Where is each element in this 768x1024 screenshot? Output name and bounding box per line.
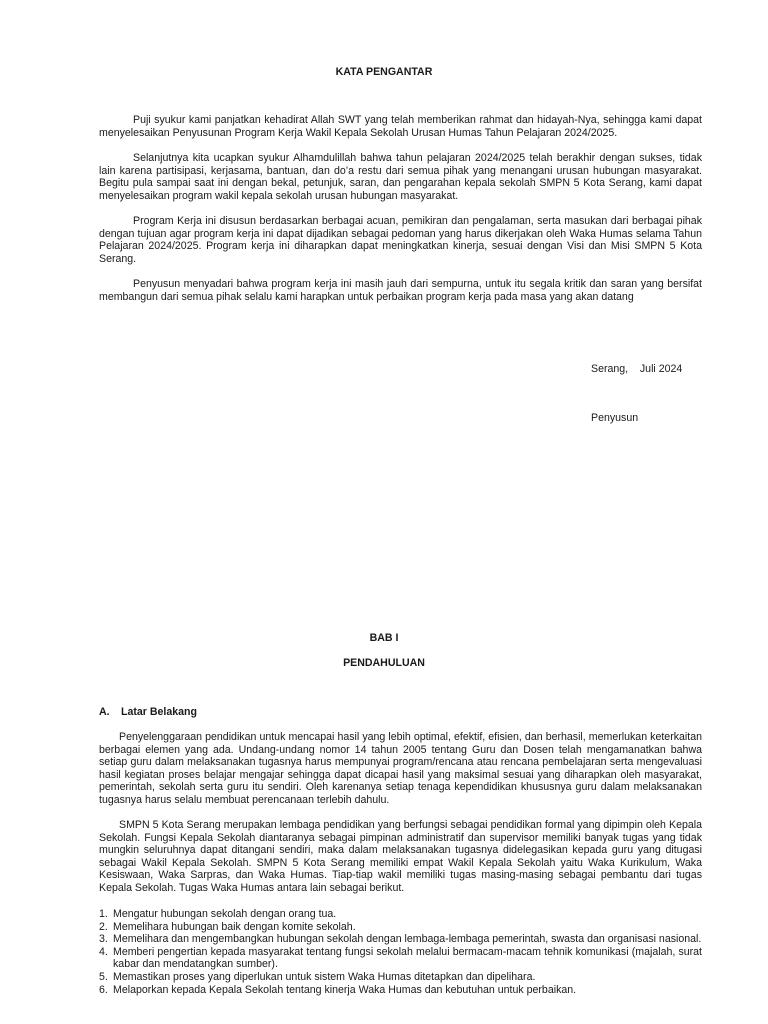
- place-date: Serang, Juli 2024: [591, 363, 683, 375]
- chapter-title: PENDAHULUAN: [343, 657, 425, 669]
- chapter-number: BAB I: [369, 632, 399, 644]
- list-item: 4. Memberi pengertian kepada masyarakat tentang fungsi sekolah melalui bermacam-macam tehnik komunikasi (majalah, surat kabar dan mendatangkan sumber).: [99, 945, 702, 971]
- foreword-paragraph-3: Program Kerja ini disusun berdasarkan berbagai acuan, pemikiran dan pengalaman, serta masukan dari berbagai pihak dengan tujuan agar program kerja ini dapat dijadikan sebagai pedoman yang harus dikerjakan oleh Waka Humas selama Tahun Pelajaran 2024/2025. Program kerja ini diharapkan dapat meningkatkan kinerja, sesuai dengan Visi dan Misi SMPN 5 Kota Serang.: [99, 215, 702, 265]
- background-paragraph-2: SMPN 5 Kota Serang merupakan lembaga pendidikan yang berfungsi sebagai pendidikan formal yang dipimpin oleh Kepala Sekolah. Fungsi Kepala Sekolah diantaranya sebagai pimpinan administratif dan supervisor memiliki banyak tugas yang tidak mungkin seluruhnya dapat ditangani sendiri, maka dalam melaksanakan tugasnya didelegasikan kepada guru yang ditugasi sebagai Wakil Kepala Sekolah. SMPN 5 Kota Serang memiliki empat Wakil Kepala Sekolah yaitu Waka Kurikulum, Waka Kesiswaan, Waka Sarpras, dan Waka Humas. Tiap-tiap wakil memiliki tugas masing-masing sebagai pembantu dari tugas Kepala Sekolah. Tugas Waka Humas antara lain sebagai berikut.: [99, 819, 702, 894]
- background-paragraph-1: Penyelenggaraan pendidikan untuk mencapai hasil yang lebih optimal, efektif, efisien, dan berhasil, memerlukan keterkaitan berbagai elemen yang ada. Undang-undang nomor 14 tahun 2005 tentang Guru dan Dosen telah mengamanatkan bahwa setiap guru dalam melaksanakan tugasnya harus mempunyai program/rencana atau rencana pembelajaran serta mengevaluasi hasil kegiatan proses belajar mengajar sehingga dapat dicapai hasil yang maksimal sesuai yang diharapkan oleh masyarakat, pemerintah, sekolah serta guru itu sendiri. Oleh karenanya setiap tenaga kependidikan khususnya guru dalam melaksanakan tugasnya harus selalu membuat perencanaan terlebih dahulu.: [99, 731, 702, 806]
- section-title: Latar Belakang: [121, 706, 197, 718]
- list-item: 5. Memastikan proses yang diperlukan untuk sistem Waka Humas ditetapkan dan dipelihara.: [99, 970, 536, 983]
- section-heading: [99, 706, 197, 719]
- foreword-paragraph-1: Puji syukur kami panjatkan kehadirat Allah SWT yang telah memberikan rahmat dan hidayah-Nya, sehingga kami dapat menyelesaikan Penyusunan Program Kerja Wakil Kepala Sekolah Urusan Humas Tahun Pelajaran 2024/2025.: [99, 114, 702, 139]
- foreword-paragraph-2: Selanjutnya kita ucapkan syukur Alhamdulillah bahwa tahun pelajaran 2024/2025 telah berakhir dengan sukses, tidak lain karena partisipasi, kerjasama, bantuan, dan do’a restu dari semua pihak yang menangani urusan hubungan masyarakat. Begitu pula sampai saat ini dengan bekal, petunjuk, saran, dan pengarahan kepala sekolah SMPN 5 Kota Serang, kami dapat menyelesaikan program wakil kepala sekolah urusan hubungan masyarakat.: [99, 152, 702, 202]
- list-item: 2. Memelihara hubungan baik dengan komite sekolah.: [99, 920, 356, 933]
- list-item: 1. Mengatur hubungan sekolah dengan orang tua.: [99, 908, 337, 920]
- foreword-title: KATA PENGANTAR: [335, 66, 433, 78]
- foreword-paragraph-4: Penyusun menyadari bahwa program kerja ini masih jauh dari sempurna, untuk itu segala kritik dan saran yang bersifat membangun dari semua pihak selalu kami harapkan untuk perbaikan program kerja pada masa yang akan datang: [99, 278, 702, 303]
- list-item: 3. Memelihara dan mengembangkan hubungan sekolah dengan lembaga-lembaga pemerintah, swasta dan organisasi nasional.: [99, 933, 702, 946]
- signer-label: Penyusun: [591, 412, 639, 424]
- list-item: 6. Melaporkan kepada Kepala Sekolah tentang kinerja Waka Humas dan kebutuhan untuk perbaikan.: [99, 983, 577, 996]
- task-list: [99, 908, 702, 996]
- section-letter: A.: [99, 706, 110, 718]
